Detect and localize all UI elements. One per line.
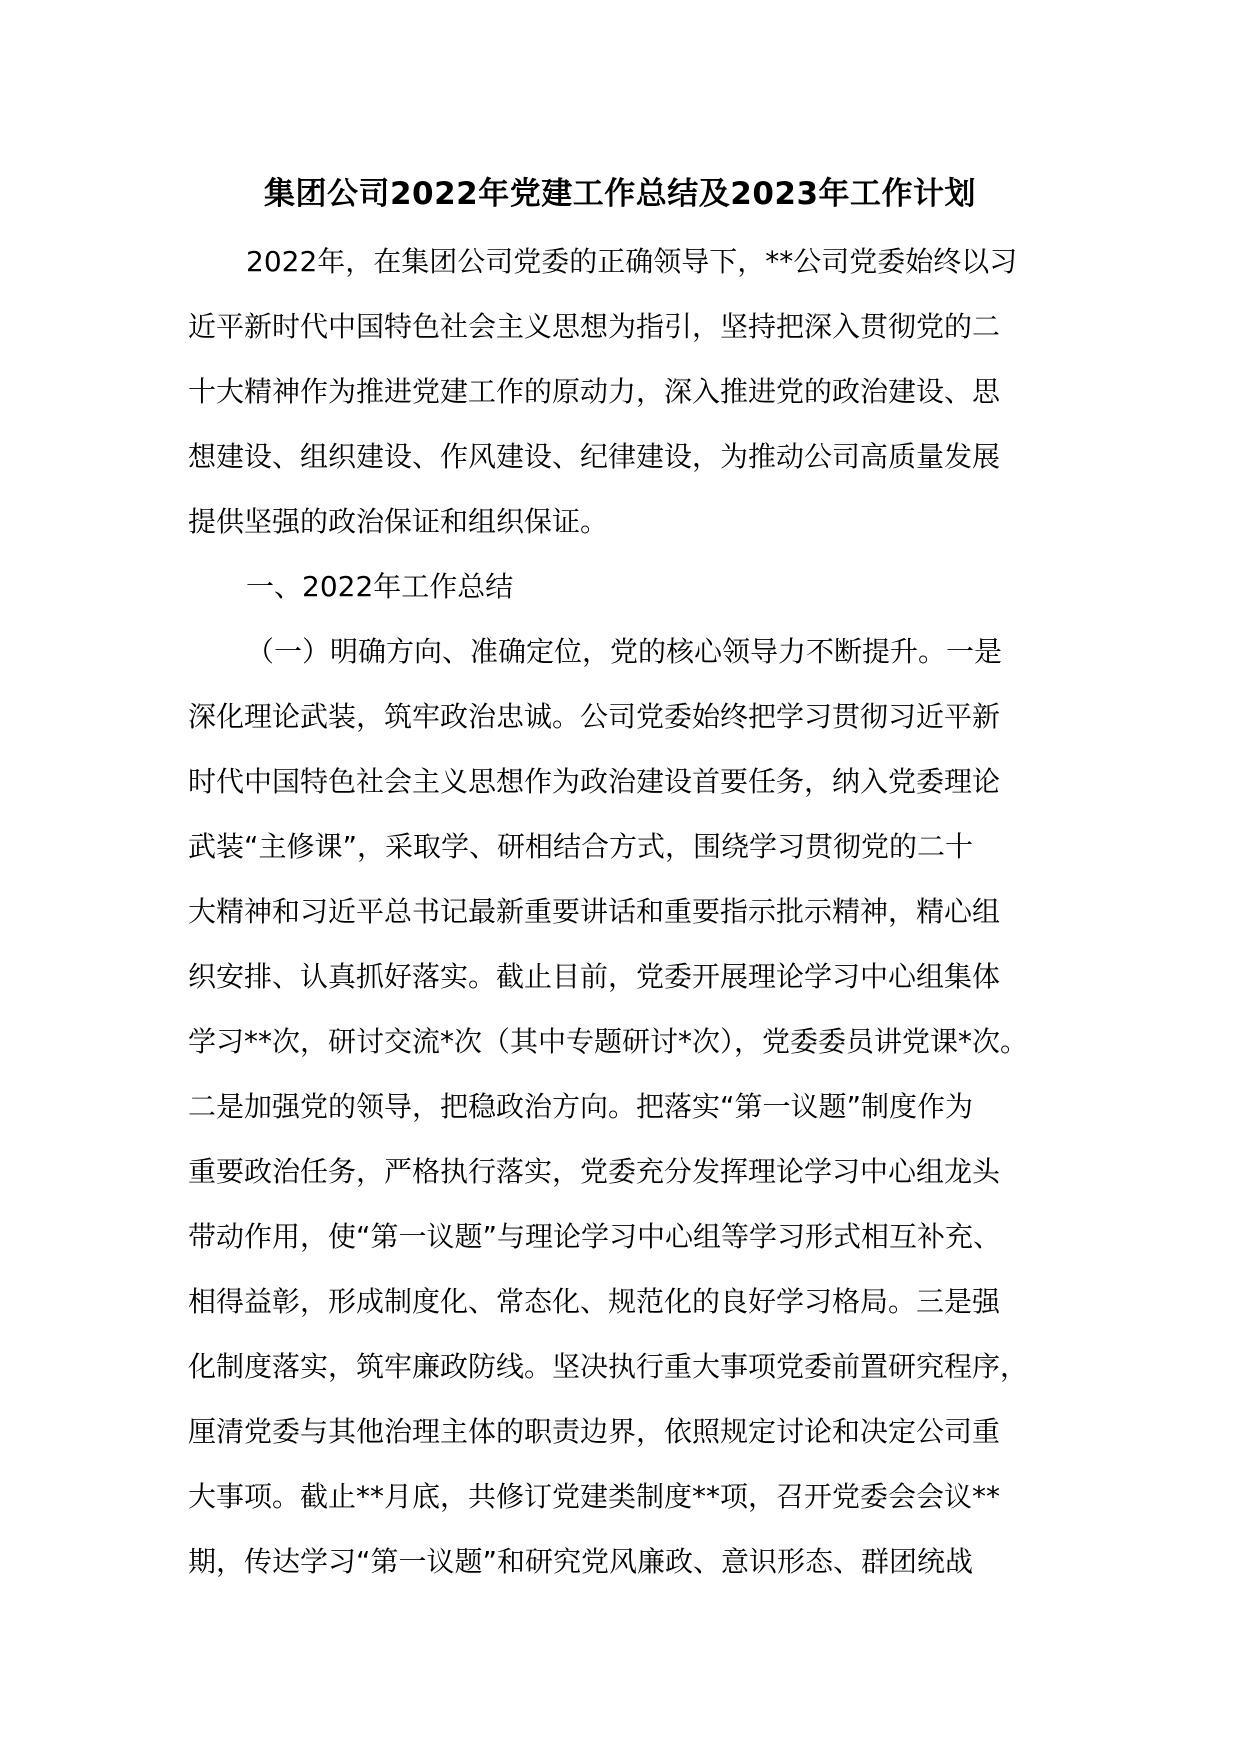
paragraph-line: 近平新时代中国特色社会主义思想为指引，坚持把深入贯彻党的二 <box>188 310 1001 343</box>
paragraph-line: 深化理论武装，筑牢政治忠诚。公司党委始终把学习贯彻习近平新 <box>188 700 1001 733</box>
document-title: 集团公司2022年党建工作总结及2023年工作计划 <box>263 176 977 212</box>
paragraph-line: 大事项。截止**月底，共修订党建类制度**项，召开党委会会议** <box>188 1480 1001 1513</box>
paragraph-line: 时代中国特色社会主义思想作为政治建设首要任务，纳入党委理论 <box>188 765 1001 798</box>
paragraph-line: 大精神和习近平总书记最新重要讲话和重要指示批示精神，精心组 <box>188 895 1001 928</box>
paragraph-line: 织安排、认真抓好落实。截止目前，党委开展理论学习中心组集体 <box>188 960 1001 993</box>
paragraph-line: 厘清党委与其他治理主体的职责边界，依照规定讨论和决定公司重 <box>188 1415 1001 1448</box>
paragraph-line: 提供坚强的政治保证和组织保证。 <box>188 505 609 538</box>
paragraph-line: 期，传达学习“第一议题”和研究党风廉政、意识形态、群团统战 <box>188 1545 974 1578</box>
paragraph-line: 2022年，在集团公司党委的正确领导下，**公司党委始终以习 <box>246 245 1018 278</box>
section-heading: 一、2022年工作总结 <box>246 570 514 603</box>
paragraph-line: 重要政治任务，严格执行落实，党委充分发挥理论学习中心组龙头 <box>188 1155 1001 1188</box>
paragraph-line: 学习**次，研讨交流*次（其中专题研讨*次），党委委员讲党课*次。 <box>188 1025 1029 1058</box>
paragraph-line: 想建设、组织建设、作风建设、纪律建设，为推动公司高质量发展 <box>188 440 1001 473</box>
paragraph-line: 二是加强党的领导，把稳政治方向。把落实“第一议题”制度作为 <box>188 1090 974 1123</box>
paragraph-line: 十大精神作为推进党建工作的原动力，深入推进党的政治建设、思 <box>188 375 1001 408</box>
paragraph-line: 带动作用，使“第一议题”与理论学习中心组等学习形式相互补充、 <box>188 1220 1002 1253</box>
paragraph-line: 相得益彰，形成制度化、常态化、规范化的良好学习格局。三是强 <box>188 1285 1001 1318</box>
document-body <box>188 240 1054 1605</box>
paragraph-line: 化制度落实，筑牢廉政防线。坚决执行重大事项党委前置研究程序， <box>188 1350 1029 1383</box>
paragraph-line: 武装“主修课”，采取学、研相结合方式，围绕学习贯彻党的二十 <box>188 830 974 863</box>
paragraph-line: （一）明确方向、准确定位，党的核心领导力不断提升。一是 <box>246 635 1003 668</box>
